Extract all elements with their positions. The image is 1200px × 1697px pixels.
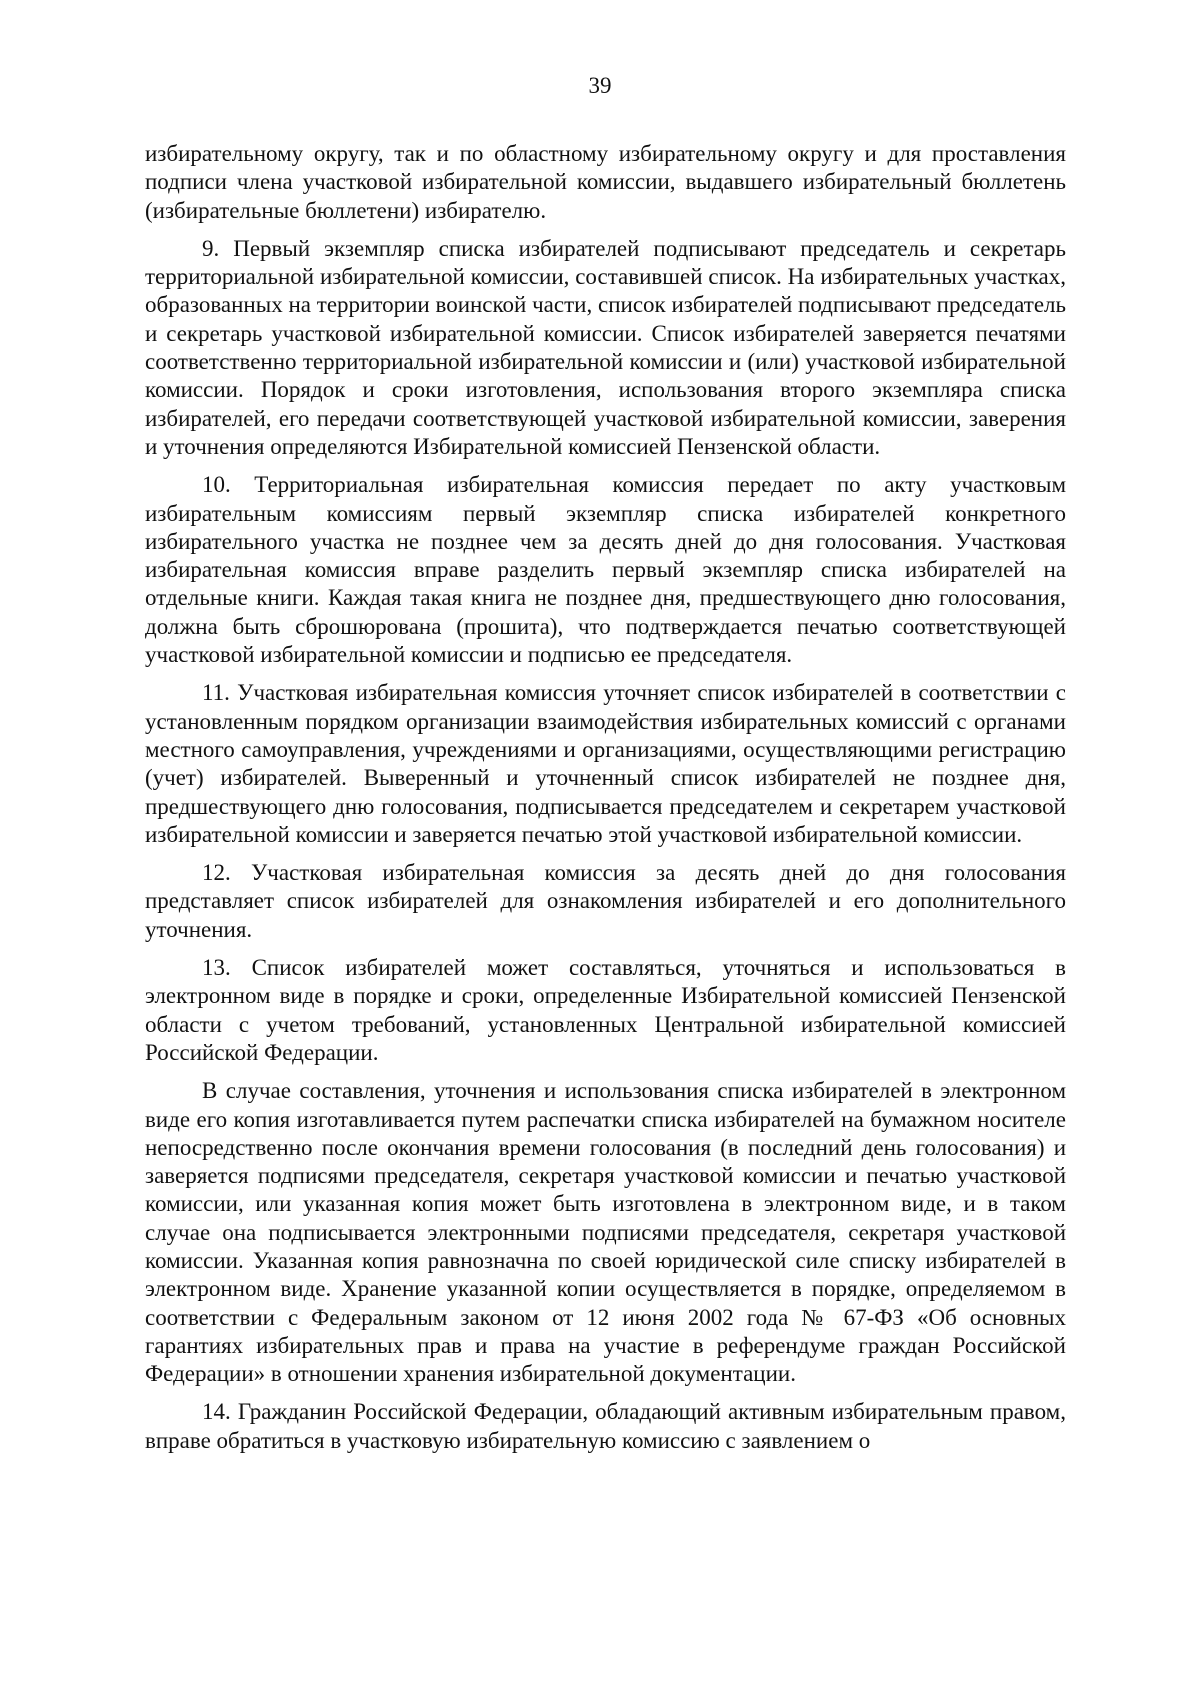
paragraph-item-11: 11. Участковая избирательная комиссия уточняет список избирателей в соответствии с установленным порядком организации взаимодействия избирательных комиссий с органами местного самоуправления, учреждениями и организациями, осуществляющими регистрацию (учет) избирателей. Выверенный и уточненный список избирателей не позднее дня, предшествующего дню голосования, подписывается председателем и секретарем участковой избирательной комиссии и заверяется печатью этой участковой избирательной комиссии.: [145, 680, 1066, 847]
paragraph-item-9: 9. Первый экземпляр списка избирателей подписывают председатель и секретарь территориальной избирательной комиссии, составившей список. На избирательных участках, образованных на территории воинской части, список избирателей подписывают председатель и секретарь участковой избирательной комиссии. Список избирателей заверяется печатями соответственно территориальной избирательной комиссии и (или) участковой избирательной комиссии. Порядок и сроки изготовления, использования второго экземпляра списка избирателей, его передачи соответствующей участковой избирательной комиссии, заверения и уточнения определяются Избирательной комиссией Пензенской области.: [145, 235, 1066, 459]
paragraph-item-13: 13. Список избирателей может составляться, уточняться и использоваться в электронном виде в порядке и сроки, определенные Избирательной комиссией Пензенской области с учетом требований, установленных Центральной избирательной комиссией Российской Федерации.: [145, 955, 1066, 1065]
paragraph-item-12: 12. Участковая избирательная комиссия за десять дней до дня голосования представляет список избирателей для ознакомления избирателей и его дополнительного уточнения.: [145, 860, 1066, 942]
paragraph-continuation: избирательному округу, так и по областному избирательному округу и для проставления подписи члена участковой избирательной комиссии, выдавшего избирательный бюллетень (избирательные бюллетени) избирателю.: [145, 141, 1066, 223]
document-body: [145, 140, 1066, 1465]
page-number: 39: [588, 73, 612, 98]
paragraph-item-13-continued: В случае составления, уточнения и использования списка избирателей в электронном виде его копия изготавливается путем распечатки списка избирателей на бумажном носителе непосредственно после окончания времени голосования (в последний день голосования) и заверяется подписями председателя, секретаря участковой комиссии и печатью участковой комиссии, или указанная копия может быть изготовлена в электронном виде, и в таком случае она подписывается электронными подписями председателя, секретаря участковой комиссии. Указанная копия равнозначна по своей юридической силе списку избирателей в электронном виде. Хранение указанной копии осуществляется в порядке, определяемом в соответствии с Федеральным законом от 12 июня 2002 года № 67-ФЗ «Об основных гарантиях избирательных прав и права на участие в референдуме граждан Российской Федерации» в отношении хранения избирательной документации.: [145, 1078, 1066, 1387]
paragraph-item-14: 14. Гражданин Российской Федерации, обладающий активным избирательным правом, вправе обратиться в участковую избирательную комиссию с заявлением о: [145, 1399, 1066, 1453]
paragraph-item-10: 10. Территориальная избирательная комиссия передает по акту участковым избирательным комиссиям первый экземпляр списка избирателей конкретного избирательного участка не позднее чем за десять дней до дня голосования. Участковая избирательная комиссия вправе разделить первый экземпляр списка избирателей на отдельные книги. Каждая такая книга не позднее дня, предшествующего дню голосования, должна быть сброшюрована (прошита), что подтверждается печатью соответствующей участковой избирательной комиссии и подписью ее председателя.: [145, 472, 1066, 668]
